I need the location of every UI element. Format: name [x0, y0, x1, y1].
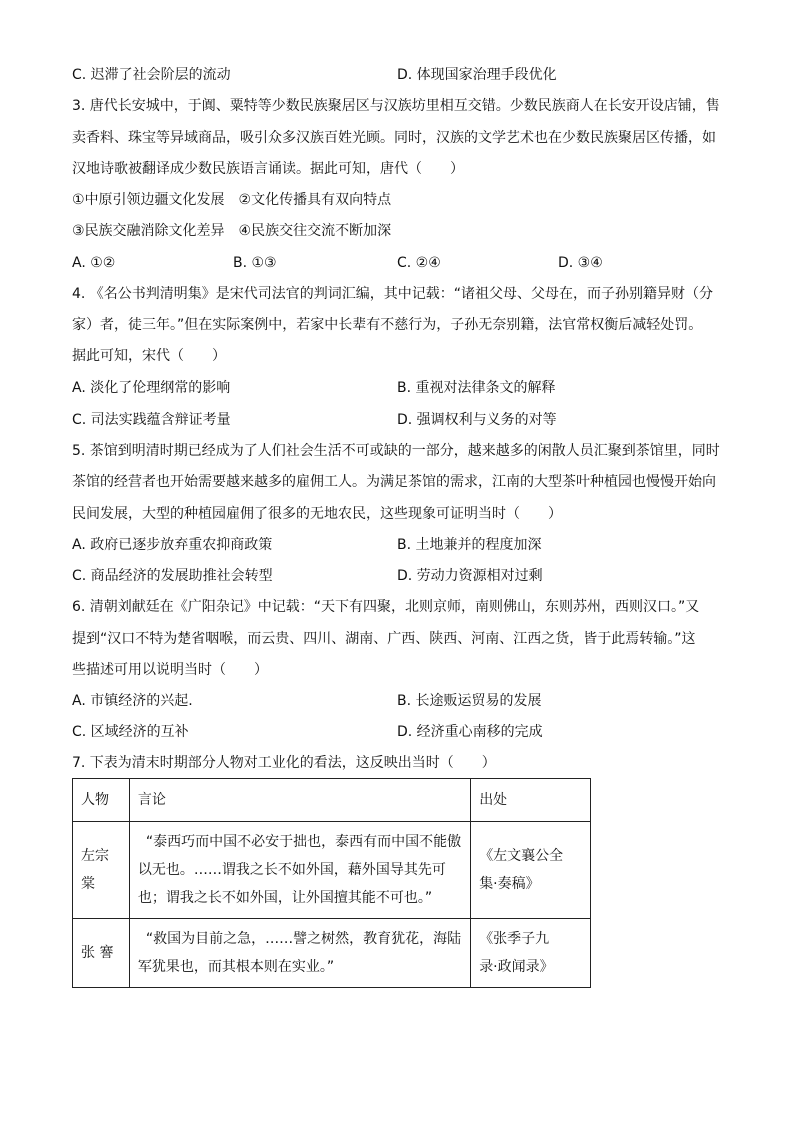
header-source: 出处 — [471, 779, 591, 822]
q6-option-a: A. 市镇经济的兴起. — [72, 693, 193, 709]
q4-stem-line-2: 家）者，徒三年。”但在实际案例中，若家中长辈有不慈行为，子孙无奈别籍，法官常权衡后减轻处罚。 — [72, 317, 703, 333]
q3-stem-line-3: 汉地诗歌被翻译成少数民族语言诵读。据此可知，唐代（ ） — [72, 161, 464, 177]
row1-quote — [129, 822, 470, 919]
table-row — [73, 919, 591, 988]
q3-stem-line-1: 3. 唐代长安城中，于阗、粟特等少数民族聚居区与汉族坊里相互交错。少数民族商人在长安开设店铺，售 — [72, 98, 720, 114]
row1-source-line: 《左文襄公全 — [479, 848, 564, 864]
header-person: 人物 — [73, 779, 130, 822]
q7-stem: 7. 下表为清末时期部分人物对工业化的看法，这反映出当时（ ） — [72, 755, 496, 771]
q5-stem-line-3: 民间发展，大型的种植园雇佣了很多的无地农民，这些现象可证明当时（ ） — [72, 506, 562, 522]
q3-option-d: D. ③④ — [558, 255, 603, 271]
q4-option-a: A. 淡化了伦理纲常的影响 — [72, 380, 231, 396]
q5-option-c: C. 商品经济的发展助推社会转型 — [72, 568, 273, 584]
row2-quote-line: 军犹果也，而其根本则在实业。” — [137, 959, 335, 975]
row2-quote — [129, 919, 470, 988]
q6-option-b: B. 长途贩运贸易的发展 — [397, 693, 542, 709]
q4-stem-line-3: 据此可知，宋代（ ） — [72, 348, 226, 364]
q2-option-d: D. 体现国家治理手段优化 — [397, 67, 557, 83]
table-header-row — [73, 779, 591, 822]
row1-source-line: 集·奏稿》 — [479, 876, 540, 892]
q3-statements-1: ①中原引领边疆文化发展 ②文化传播具有双向特点 — [72, 192, 392, 208]
q3-statements-2: ③民族交融消除文化差异 ④民族交往交流不断加深 — [72, 223, 392, 239]
row2-source-line: 《张季子九 — [479, 931, 550, 947]
q5-option-a: A. 政府已逐步放弃重农抑商政策 — [72, 537, 273, 553]
q5-option-d: D. 劳动力资源相对过剩 — [397, 568, 543, 584]
row2-person-line: 张 謇 — [81, 945, 114, 961]
row1-person-line: 棠 — [81, 876, 95, 892]
q3-option-b: B. ①③ — [233, 255, 277, 271]
q7-table — [72, 778, 591, 988]
row1-quote-line: “泰西巧而中国不必安于拙也，泰西有而中国不能傲 — [145, 834, 462, 850]
q2-option-c: C. 迟滞了社会阶层的流动 — [72, 67, 231, 83]
row2-quote-line: “救国为目前之急，……譬之树然，教育犹花，海陆 — [145, 931, 462, 947]
q4-option-c: C. 司法实践蕴含辩证考量 — [72, 412, 231, 428]
q6-option-d: D. 经济重心南移的完成 — [397, 724, 543, 740]
q4-stem-line-1: 4. 《名公书判清明集》是宋代司法官的判词汇编，其中记载：“诸祖父母、父母在，而子孙别籍异财（分 — [72, 286, 714, 302]
q5-option-b: B. 土地兼并的程度加深 — [397, 537, 542, 553]
q5-stem-line-2: 茶馆的经营者也开始需要越来越多的雇佣工人。为满足茶馆的需求，江南的大型茶叶种植园也慢慢开始向 — [72, 474, 716, 490]
row1-quote-line: 以无也。……谓我之长不如外国，藉外国导其先可 — [137, 862, 446, 878]
row1-person-line: 左宗 — [81, 848, 109, 864]
q3-option-c: C. ②④ — [397, 255, 441, 271]
q5-stem-line-1: 5. 茶馆到明清时期已经成为了人们社会生活不可或缺的一部分，越来越多的闲散人员汇聚到茶馆里，同时 — [72, 443, 720, 459]
row1-source — [471, 822, 591, 919]
table-row — [73, 822, 591, 919]
q4-option-d: D. 强调权利与义务的对等 — [397, 412, 557, 428]
row1-person — [73, 822, 130, 919]
q3-option-a: A. ①② — [72, 255, 116, 271]
q3-stem-line-2: 卖香料、珠宝等异域商品，吸引众多汉族百姓光顾。同时，汉族的文学艺术也在少数民族聚居区传播，如 — [72, 130, 716, 146]
q6-stem-line-1: 6. 清朝刘献廷在《广阳杂记》中记载：“天下有四聚，北则京师，南则佛山，东则苏州，西则汉口。”又 — [72, 599, 700, 615]
q6-stem-line-2: 提到“汉口不特为楚省咽喉，而云贵、四川、湖南、广西、陕西、河南、江西之货，皆于此焉转输。”这 — [72, 631, 696, 647]
row1-quote-line: 也；谓我之长不如外国，让外国擅其能不可也。” — [137, 890, 433, 906]
row2-person — [73, 919, 130, 988]
q6-stem-line-3: 些描述可用以说明当时（ ） — [72, 662, 268, 678]
header-quote: 言论 — [129, 779, 470, 822]
row2-source-line: 录·政闻录》 — [479, 959, 554, 975]
row2-source — [471, 919, 591, 988]
q4-option-b: B. 重视对法律条文的解释 — [397, 380, 556, 396]
q6-option-c: C. 区域经济的互补 — [72, 724, 189, 740]
